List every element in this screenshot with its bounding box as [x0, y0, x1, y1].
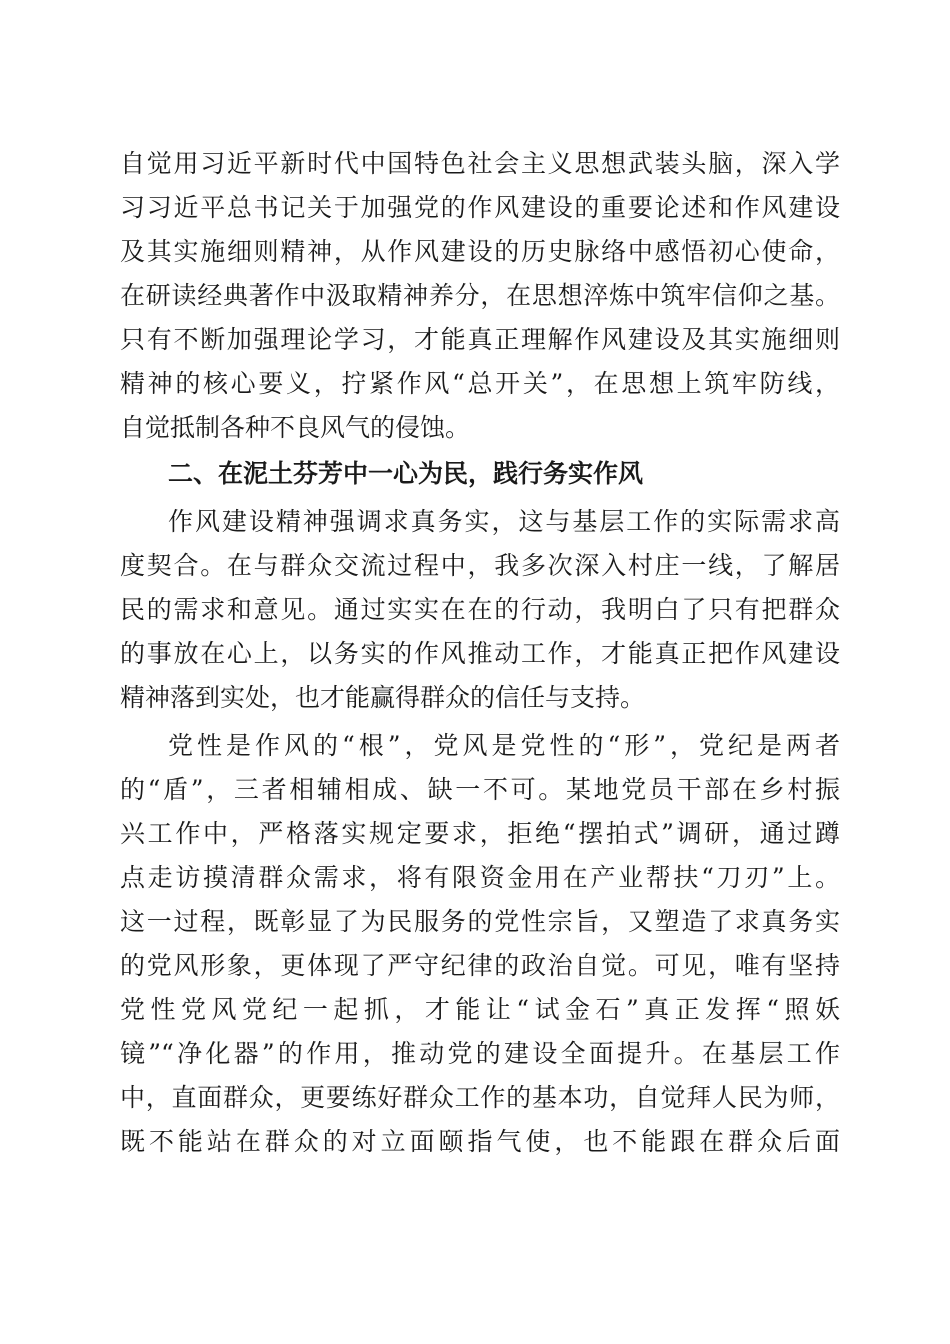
paragraph-line: 在研读经典著作中汲取精神养分，在思想淬炼中筑牢信仰之基。 — [120, 281, 840, 310]
paragraph-line: 的事放在心上，以务实的作风推动工作，才能真正把作风建设 — [120, 639, 840, 668]
paragraph-line: 这一过程，既彰显了为民服务的党性宗旨，又塑造了求真务实 — [120, 907, 840, 936]
paragraph-line: 既不能站在群众的对立面颐指气使，也不能跟在群众后面 — [120, 1127, 840, 1156]
paragraph-line: 党性党风党纪一起抓，才能让“试金石”真正发挥“照妖 — [120, 995, 840, 1024]
paragraph-line: 的党风形象，更体现了严守纪律的政治自觉。可见，唯有坚持 — [120, 951, 840, 980]
paragraph-line: 只有不断加强理论学习，才能真正理解作风建设及其实施细则 — [120, 325, 840, 354]
paragraph-line: 党性是作风的“根”，党风是党性的“形”，党纪是两者 — [168, 731, 840, 760]
paragraph-line: 习习近平总书记关于加强党的作风建设的重要论述和作风建设 — [120, 193, 840, 222]
paragraph-line: 的“盾”，三者相辅相成、缺一不可。某地党员干部在乡村振 — [120, 775, 840, 804]
paragraph-line: 精神落到实处，也才能赢得群众的信任与支持。 — [120, 683, 646, 712]
paragraph-line: 精神的核心要义，拧紧作风“总开关”，在思想上筑牢防线， — [120, 369, 840, 398]
paragraph-line: 中，直面群众，更要练好群众工作的基本功，自觉拜人民为师， — [120, 1083, 840, 1112]
paragraph-line: 自觉用习近平新时代中国特色社会主义思想武装头脑，深入学 — [120, 149, 840, 178]
paragraph-line: 及其实施细则精神，从作风建设的历史脉络中感悟初心使命， — [120, 237, 840, 266]
paragraph-line: 民的需求和意见。通过实实在在的行动，我明白了只有把群众 — [120, 595, 840, 624]
paragraph-line: 兴工作中，严格落实规定要求，拒绝“摆拍式”调研，通过蹲 — [120, 819, 840, 848]
paragraph-line: 镜”“净化器”的作用，推动党的建设全面提升。在基层工作 — [120, 1039, 840, 1068]
paragraph-line: 作风建设精神强调求真务实，这与基层工作的实际需求高 — [168, 507, 840, 536]
paragraph-line: 点走访摸清群众需求，将有限资金用在产业帮扶“刀刃”上。 — [120, 863, 840, 892]
section-heading: 二、在泥土芬芳中一心为民，践行务实作风 — [168, 459, 644, 488]
paragraph-line: 度契合。在与群众交流过程中，我多次深入村庄一线，了解居 — [120, 551, 840, 580]
paragraph-line: 自觉抵制各种不良风气的侵蚀。 — [120, 413, 471, 442]
